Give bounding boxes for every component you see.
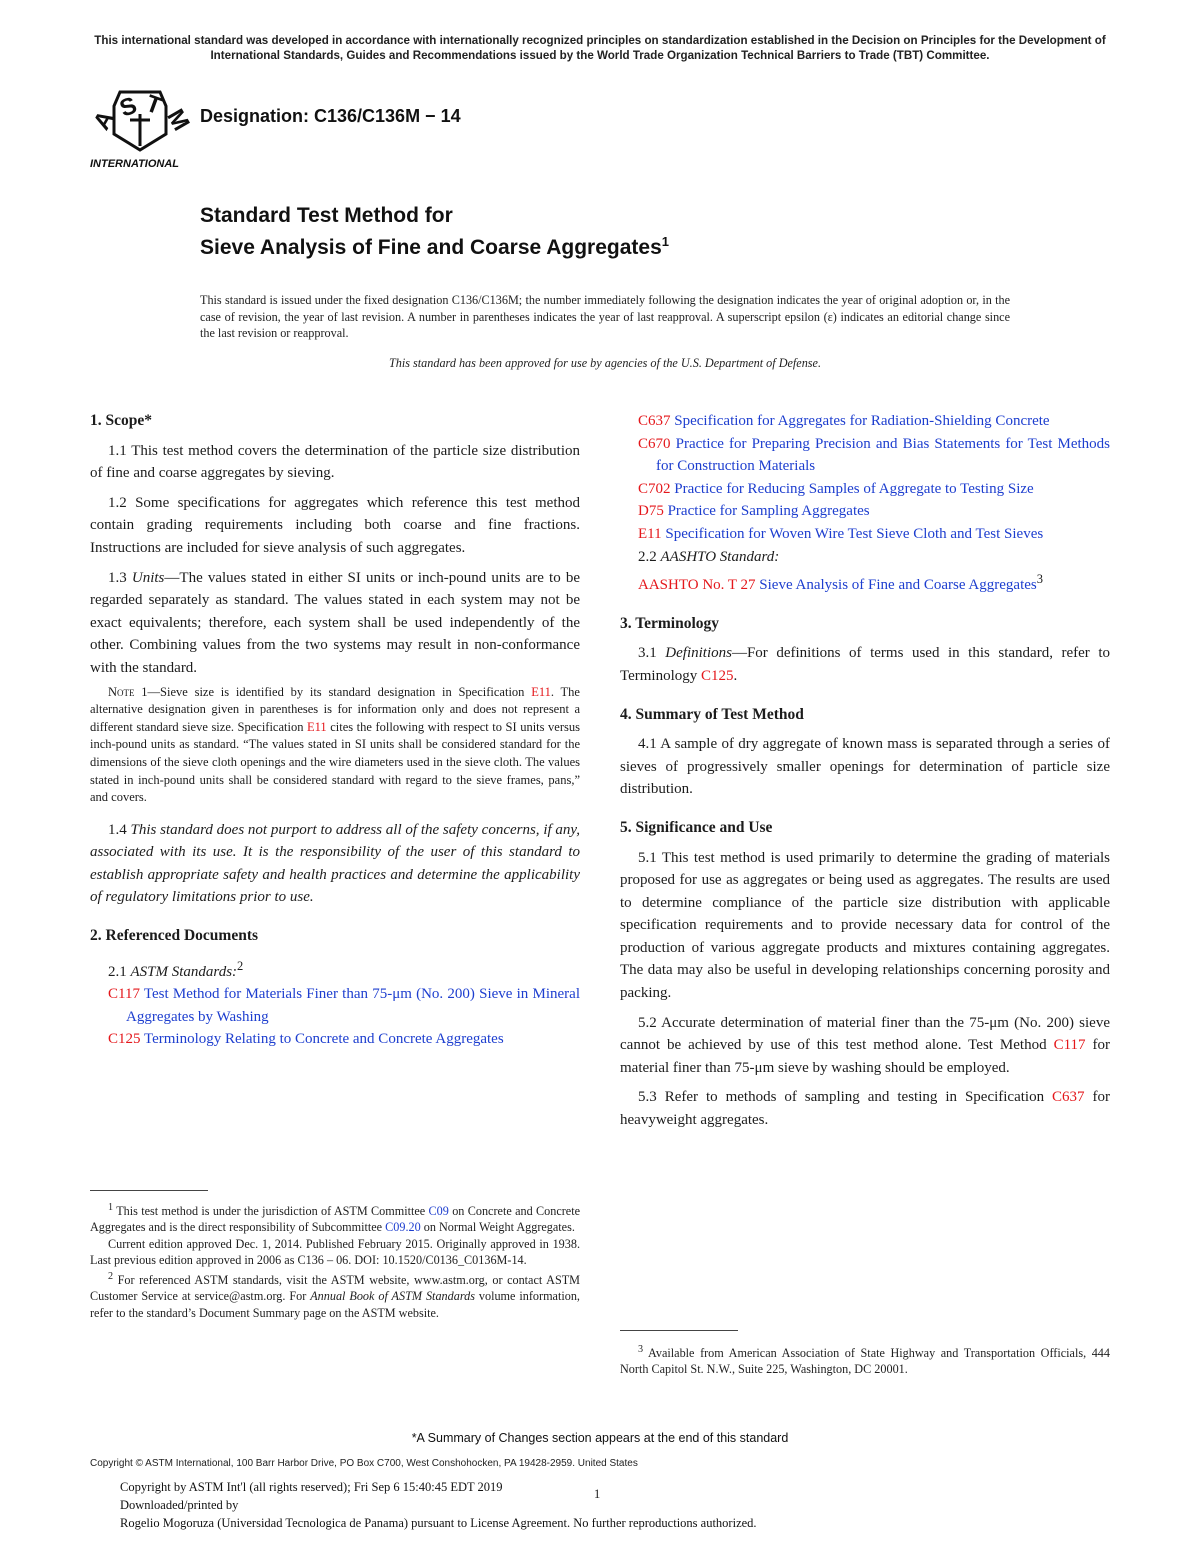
section-2-heading: 2. Referenced Documents (90, 927, 259, 945)
svg-text:T: T (142, 89, 166, 121)
paragraph-text: 5.2 Accurate determination of material finer than the 75-μm (No. 200) sieve cannot be achieved by use of this test method alone. Test Method (620, 1014, 1110, 1054)
logo-text: INTERNATIONAL (90, 158, 180, 170)
summary-of-changes-note: *A Summary of Changes section appears at the end of this standard (411, 1431, 789, 1445)
section-1-heading: 1. Scope* (90, 412, 152, 429)
footnote-divider (90, 1190, 208, 1191)
ref-link-e11[interactable]: E11 (307, 719, 327, 734)
paragraph-1-1: 1.1 This test method covers the determination of the particle size distribution of fine and coarse aggregates by sieving. (90, 442, 580, 482)
note-text: . The alternative designation given in parentheses is for information only and does not represent a different standard sieve size. Specification (90, 684, 580, 734)
reference-item (620, 523, 1110, 546)
definitions-term: Definitions (665, 645, 732, 662)
footnote-text: on Concrete and Concrete Aggregates and is the direct responsibility of Subcommittee (90, 1204, 581, 1235)
svg-text:S: S (116, 91, 141, 123)
ref-title-link[interactable]: Specification for Woven Wire Test Sieve Cloth and Test Sieves (665, 525, 1044, 542)
ref-code-link[interactable]: C702 (638, 480, 671, 497)
reference-item (90, 1028, 580, 1051)
paragraph-text: 5.3 Refer to methods of sampling and testing in Specification (638, 1089, 1053, 1106)
note-text: cites the following with respect to SI units versus inch-pound units as standard. “The values stated in SI units shall be considered standard for the dimensions of the sieve cloth openings and the wire diameters used in the sieve cloth. The values stated in inch-pound units shall be considered standard with regard to the sieve frames, pans,” and covers. (90, 719, 580, 805)
ref-code-link[interactable]: C125 (108, 1031, 141, 1048)
footnote-text: Annual Book of ASTM Standards (310, 1289, 475, 1304)
note-1 (90, 684, 580, 807)
paragraph-1-3 (90, 567, 580, 680)
paragraph-2-1 (90, 955, 580, 984)
download-line-3: Rogelio Mogoruza (Universidad Tecnologica de Panama) pursuant to License Agreement. No further reproductions authorized. (120, 1516, 757, 1530)
ref-title-link[interactable]: Sieve Analysis of Fine and Coarse Aggregates (759, 577, 1037, 594)
footnote-mark: 1 (108, 1202, 114, 1213)
paragraph-number: 1.3 (108, 569, 127, 586)
ref-title-link[interactable]: Specification for Aggregates for Radiation-Shielding Concrete (674, 413, 1050, 429)
footnote-text: This test method is under the jurisdiction of ASTM Committee (116, 1204, 429, 1219)
subcommittee-link[interactable]: C09.20 (385, 1220, 421, 1235)
reference-item (620, 478, 1110, 501)
title-line-1: Standard Test Method for (200, 204, 453, 227)
reference-item (90, 983, 580, 1028)
reference-item (620, 410, 1110, 433)
copyright-line: Copyright © ASTM International, 100 Barr Harbor Drive, PO Box C700, West Conshohocken, PA 19428-2959. United States (90, 1458, 638, 1469)
paragraph-number: 1.4 (108, 821, 127, 838)
right-column (620, 410, 1110, 1132)
paragraph-5-1: 5.1 This test method is used primarily to determine the grading of materials proposed for use as aggregates or being used as aggregates. The results are used to determine compliance of the particle size distribution with applicable specification requirements and to provide necessary data for control of the production of various aggregate products and mixtures containing aggregates. The data may also be useful in developing relationships concerning porosity and packing. (620, 849, 1110, 1002)
svg-text:A: A (88, 106, 121, 135)
footnotes-left (90, 1200, 580, 1321)
title-text: Sieve Analysis of Fine and Coarse Aggregates (200, 236, 662, 259)
note-text: —Sieve size is identified by its standard designation in Specification (147, 684, 532, 699)
footnote-3 (620, 1342, 1110, 1378)
footnotes-right (620, 1342, 1110, 1378)
ref-link-c117[interactable]: C117 (1053, 1037, 1086, 1054)
footnote-mark: 3 (1036, 572, 1043, 587)
aashto-standard-label: AASHTO Standard: (660, 548, 780, 565)
footnote-2 (90, 1269, 580, 1321)
astm-logo-icon (88, 84, 195, 170)
download-line-1: Copyright by ASTM Int'l (all rights reserved); Fri Sep 6 15:40:45 EDT 2019 (120, 1480, 503, 1494)
footnote-divider (620, 1330, 738, 1331)
units-term: Units (131, 569, 165, 586)
page-number: 1 (594, 1487, 601, 1501)
astm-standards-label: ASTM Standards: (130, 963, 238, 980)
paragraph-3-1 (620, 642, 1110, 687)
footnote-mark: 2 (237, 958, 244, 973)
ref-code-link[interactable]: E11 (638, 525, 662, 542)
footnote-mark: 3 (638, 1344, 644, 1355)
footnote-text: volume information, refer to the standard’s Document Summary page on the ASTM website. (90, 1289, 580, 1320)
ref-code-link[interactable]: AASHTO No. T 27 (638, 577, 756, 594)
ref-title-link[interactable]: Terminology Relating to Concrete and Concrete Aggregates (144, 1031, 504, 1048)
ref-link-c637[interactable]: C637 (1052, 1089, 1085, 1106)
edition-note: Current edition approved Dec. 1, 2014. Published February 2015. Originally approved in 1938. Last previous edition approved in 2006 as C136 – 06. DOI: 10.1520/C0136_C0136M-14. (90, 1236, 580, 1268)
dod-approval-statement: This standard has been approved for use by agencies of the U.S. Department of Defense. (388, 356, 822, 370)
reference-item (620, 433, 1110, 478)
paragraph-5-3 (620, 1086, 1110, 1131)
standardization-notice: This international standard was developed in accordance with internationally recognized principles on standardization established in the Decision on Principles for the Development of International Standards, Guides and Recommendations issued by the World Trade Organization Technical Barriers to Trade (TBT) Committee. (94, 34, 1106, 62)
definitions-text: —For definitions of terms used in this standard, refer to Terminology (620, 645, 1111, 684)
footnote-text: For referenced ASTM standards, visit the ASTM website, www.astm.org, or contact ASTM Customer Service at service@astm.org. For (90, 1272, 581, 1304)
section-5-heading: 5. Significance and Use (620, 818, 773, 836)
safety-statement: This standard does not purport to address all of the safety concerns, if any, associated with its use. It is the responsibility of the user of this standard to establish appropriate safety and health practices and determine the applicability of regulatory limitations prior to use. (90, 821, 581, 906)
paragraph-1-4 (90, 819, 580, 909)
issued-statement: This standard is issued under the fixed designation C136/C136M; the number immediately following the designation indicates the year of original adoption or, in the case of revision, the year of last revision. A number in parentheses indicates the year of last reapproval. A superscript epsilon (ε) indicates an editorial change since the last revision or reapproval. (200, 293, 1010, 340)
committee-link[interactable]: C09 (428, 1204, 449, 1219)
ref-code-link[interactable]: C637 (638, 413, 671, 429)
footnote-text: Available from American Association of State Highway and Transportation Officials, 444 North Capitol St. N.W., Suite 225, Washington, DC 20001. (620, 1346, 1110, 1377)
units-text: —The values stated in either SI units or inch-pound units are to be regarded separately as standard. The values stated in each system may not be exact equivalents; therefore, each system shall be used independently of the other. Combining values from the two systems may result in non-conformance with the standard. (90, 569, 581, 676)
title-footnote-mark: 1 (661, 234, 669, 249)
ref-link-c125[interactable]: C125 (701, 667, 734, 684)
paragraph-number: 2.1 (108, 963, 127, 980)
reference-item (620, 500, 1110, 523)
paragraph-text: for material finer than 75-μm sieve by washing should be employed. (620, 1037, 1110, 1076)
punctuation: . (733, 667, 738, 684)
left-column (90, 410, 580, 1051)
ref-code-link[interactable]: C117 (108, 986, 140, 1003)
paragraph-text: for heavyweight aggregates. (620, 1089, 1110, 1129)
reference-item (620, 568, 1110, 597)
footnote-mark: 2 (108, 1270, 114, 1282)
footnote-1 (90, 1200, 580, 1236)
section-4-heading: 4. Summary of Test Method (620, 705, 804, 723)
download-line-2: Downloaded/printed by (120, 1498, 239, 1512)
paragraph-1-2: 1.2 Some specifications for aggregates which reference this test method contain grading requirements including both coarse and fine fractions. Instructions are included for sieve analysis of such aggregates. (90, 494, 580, 556)
paragraph-4-1: 4.1 A sample of dry aggregate of known mass is separated through a series of sieves of progressively smaller openings for determination of particle size distribution. (620, 736, 1110, 798)
ref-title-link[interactable]: Test Method for Materials Finer than 75-μm (No. 200) Sieve in Mineral Aggregates by Washing (126, 986, 580, 1025)
footnote-text: on Normal Weight Aggregates. (420, 1220, 575, 1235)
paragraph-number: 3.1 (638, 645, 657, 662)
ref-code-link[interactable]: C670 (638, 435, 671, 452)
note-label: Note 1 (108, 684, 148, 699)
svg-text:M: M (161, 104, 195, 136)
ref-title-link[interactable]: Practice for Reducing Samples of Aggregate to Testing Size (674, 480, 1034, 497)
section-3-heading: 3. Terminology (620, 614, 720, 632)
paragraph-number: 2.2 (638, 548, 657, 565)
ref-title-link[interactable]: Practice for Preparing Precision and Bias Statements for Test Methods for Construction Materials (656, 435, 1110, 475)
ref-link-e11[interactable]: E11 (531, 684, 551, 699)
ref-title-link[interactable]: Practice for Sampling Aggregates (667, 503, 870, 520)
paragraph-2-2 (620, 546, 1110, 569)
paragraph-5-2 (620, 1012, 1110, 1080)
title-line-2 (200, 234, 669, 260)
designation: Designation: C136/C136M − 14 (200, 106, 461, 126)
ref-code-link[interactable]: D75 (638, 503, 664, 520)
